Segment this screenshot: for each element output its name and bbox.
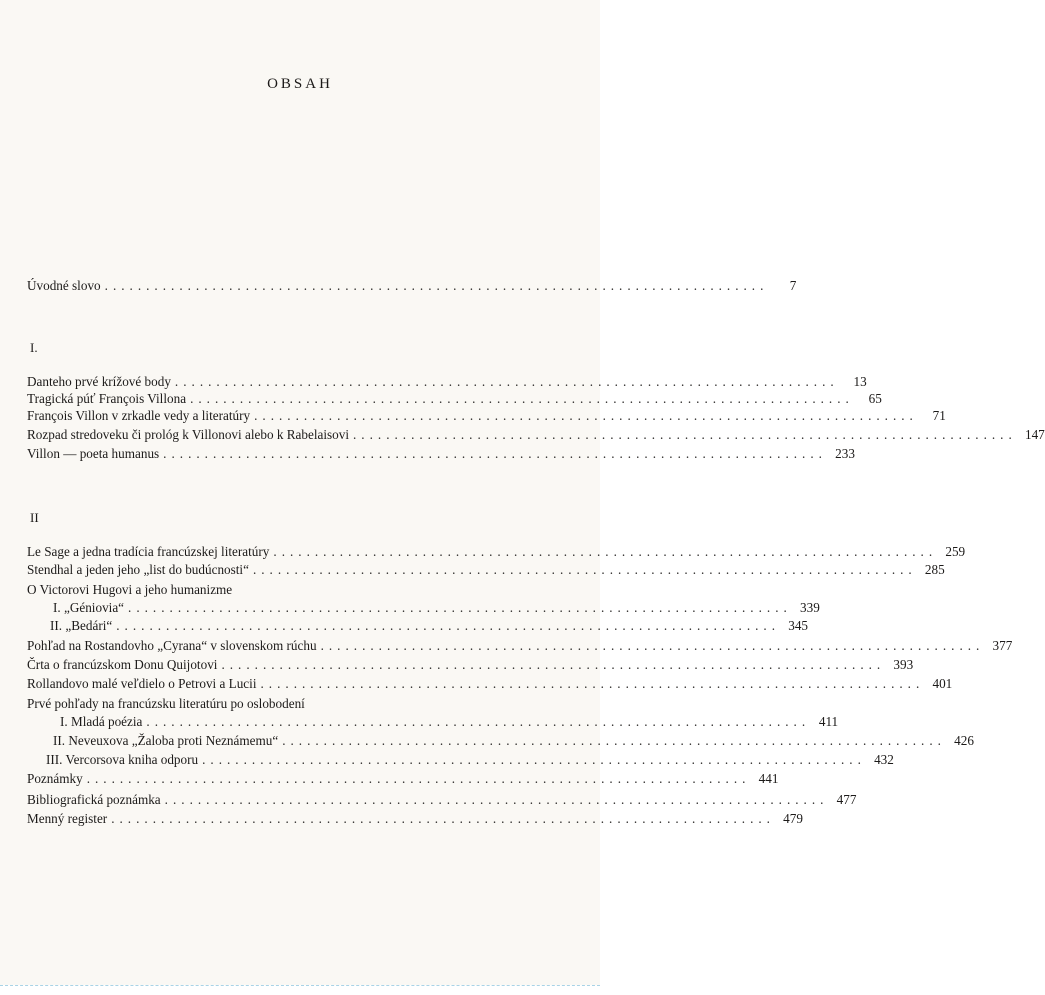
toc-entry xyxy=(27,810,803,827)
toc-entry-page: 401 xyxy=(932,676,953,691)
dot-leader: ................................................................................ xyxy=(164,792,829,807)
dot-leader: ................................................................................ xyxy=(104,278,769,293)
dot-leader: ................................................................................ xyxy=(174,374,839,389)
dot-leader: ................................................................................ xyxy=(190,391,854,406)
dot-leader: ................................................................................ xyxy=(116,618,780,633)
toc-entry-page: 377 xyxy=(992,638,1013,653)
toc-entry xyxy=(27,637,1013,654)
toc-entry xyxy=(27,656,914,673)
toc-entry xyxy=(27,445,855,462)
toc-entry xyxy=(27,770,779,787)
toc-entry-page: 441 xyxy=(758,771,779,786)
toc-entry-text: O Victorovi Hugovi a jeho humanizme xyxy=(27,582,233,597)
toc-entry-group-heading xyxy=(27,695,513,712)
toc-entry xyxy=(27,426,1045,443)
toc-subentry xyxy=(46,751,894,768)
toc-entry-text: Úvodné slovo xyxy=(27,278,101,293)
toc-entry-page: 65 xyxy=(868,391,882,406)
toc-entry-page: 339 xyxy=(800,600,820,615)
dot-leader: ................................................................................ xyxy=(273,544,938,559)
toc-entry-text: Stendhal a jeden jeho „list do budúcnosti“ xyxy=(27,562,249,577)
dot-leader: ................................................................................ xyxy=(111,811,775,826)
toc-entry-text: Tragická púť François Villona xyxy=(27,391,187,406)
section-label-1: I. xyxy=(30,340,38,355)
toc-entry-page: 13 xyxy=(853,374,867,389)
dot-leader: ................................................................................ xyxy=(221,657,886,672)
toc-entry-text: Danteho prvé krížové body xyxy=(27,374,171,389)
dot-leader: ................................................................................ xyxy=(163,446,827,461)
toc-entry-text: Prvé pohľady na francúzsku literatúru po oslobodení xyxy=(27,696,305,711)
toc-entry-text: III. Vercorsova kniha odporu xyxy=(46,752,199,767)
toc-entry xyxy=(27,407,946,424)
toc-entry xyxy=(27,390,882,407)
toc-entry-page: 7 xyxy=(789,278,797,293)
toc-entry-page: 71 xyxy=(932,408,946,423)
toc-entry xyxy=(27,791,857,808)
toc-entry xyxy=(27,543,966,560)
toc-subentry xyxy=(50,617,808,634)
toc-entry-page: 393 xyxy=(893,657,914,672)
section-label-2: II xyxy=(30,510,39,525)
toc-entry xyxy=(27,561,945,578)
toc-entry xyxy=(27,373,867,390)
toc-entry-text: Rollandovo malé veľdielo o Petrovi a Lucii xyxy=(27,676,257,691)
dot-leader: ................................................................................ xyxy=(254,408,918,423)
toc-entry-group-heading xyxy=(27,581,513,598)
scan-edge-divider xyxy=(0,985,600,986)
dot-leader: ................................................................................ xyxy=(128,600,792,615)
toc-entry-page: 426 xyxy=(954,733,974,748)
toc-subentry xyxy=(53,599,820,616)
toc-entry-text: Villon — poeta humanus xyxy=(27,446,160,461)
dot-leader: ................................................................................ xyxy=(86,771,751,786)
toc-entry-text: François Villon v zrkadle vedy a literatúry xyxy=(27,408,251,423)
page-title: OBSAH xyxy=(267,76,333,92)
toc-entry xyxy=(27,675,953,692)
toc-entry-text: Pohľad na Rostandovho „Cyrana“ v slovenskom rúchu xyxy=(27,638,317,653)
toc-entry-text: Le Sage a jedna tradícia francúzskej literatúry xyxy=(27,544,270,559)
toc-entry-text: Bibliografická poznámka xyxy=(27,792,161,807)
toc-entry-page: 432 xyxy=(874,752,894,767)
toc-entry-text: I. „Géniovia“ xyxy=(53,600,125,615)
dot-leader: ................................................................................ xyxy=(353,427,1017,442)
toc-subentry xyxy=(60,713,839,730)
toc-entry-page: 477 xyxy=(836,792,857,807)
toc-entry-text: Menný register xyxy=(27,811,108,826)
dot-leader: ................................................................................ xyxy=(146,714,811,729)
toc-entry-page: 479 xyxy=(783,811,803,826)
toc-entry-page: 147 xyxy=(1024,427,1045,442)
toc-entry-page: 411 xyxy=(818,714,839,729)
toc-entry-text: II. „Bedári“ xyxy=(50,618,113,633)
toc-entry-page: 259 xyxy=(945,544,966,559)
dot-leader: ................................................................................ xyxy=(202,752,866,767)
toc-entry-text: Črta o francúzskom Donu Quijotovi xyxy=(27,657,218,672)
toc-entry-text: II. Neveuxova „Žaloba proti Neznámemu“ xyxy=(53,733,279,748)
toc-entry-text: Poznámky xyxy=(27,771,83,786)
dot-leader: ................................................................................ xyxy=(282,733,946,748)
toc-entry-text: Rozpad stredoveku či prológ k Villonovi alebo k Rabelaisovi xyxy=(27,427,349,442)
toc-entry-page: 345 xyxy=(788,618,808,633)
toc-entry-text: I. Mladá poézia xyxy=(60,714,143,729)
dot-leader: ................................................................................ xyxy=(252,562,917,577)
toc-entry-page: 233 xyxy=(835,446,855,461)
toc-entry-intro xyxy=(27,277,797,294)
toc-subentry xyxy=(53,732,974,749)
toc-entry-page: 285 xyxy=(924,562,945,577)
dot-leader: ................................................................................ xyxy=(260,676,925,691)
dot-leader: ................................................................................ xyxy=(320,638,985,653)
